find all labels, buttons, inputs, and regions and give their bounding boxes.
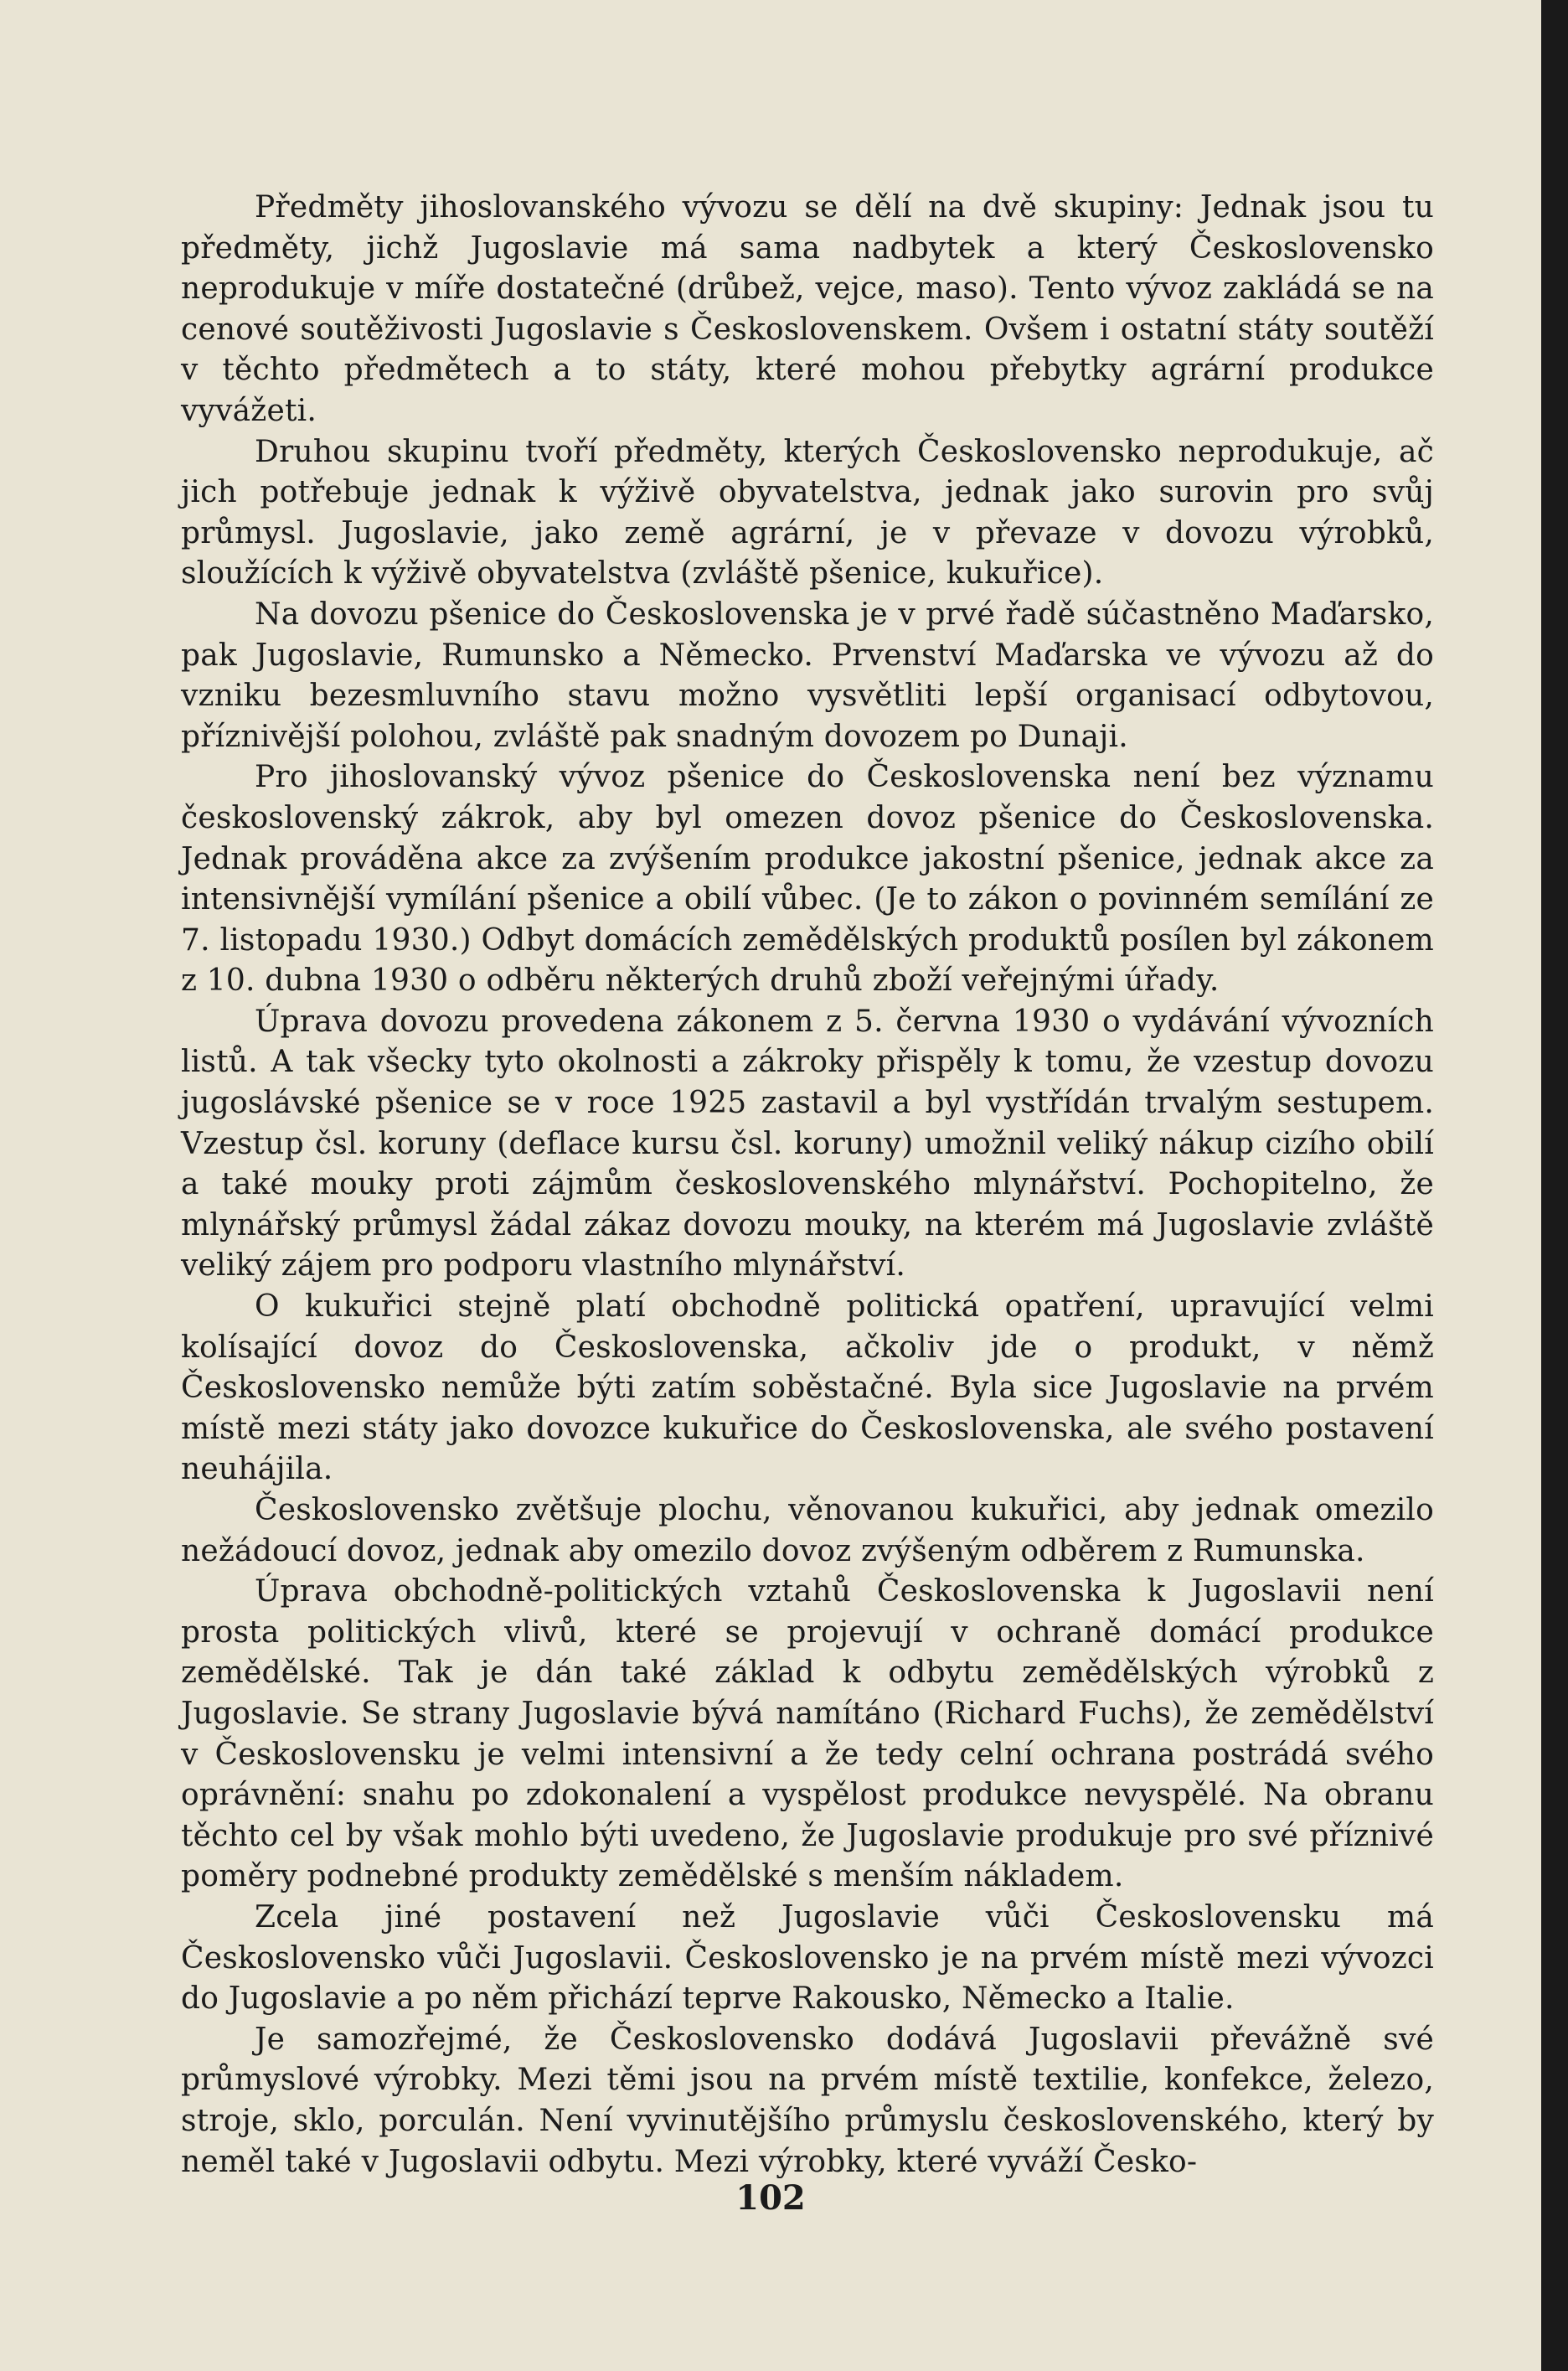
body-text <box>181 188 1434 2182</box>
paragraph-3: Na dovozu pšenice do Československa je v prvé řadě súčastněno Maďarsko, pak Jugoslavie, Rumunsko a Německo. Prvenství Maďarska ve vývozu až do vzniku bezesmluvního stavu možno vysvětliti lepší organisací odbytovou, příznivější polohou, zvláště pak snadným dovozem po Dunaji. <box>181 597 1434 754</box>
paragraph-2: Druhou skupinu tvoří předměty, kterých Československo neprodukuje, ač jich potřebuje jednak k výživě obyvatelstva, jednak jako surovin pro svůj průmysl. Jugoslavie, jako země agrární, je v převaze v dovozu výrobků, sloužících k výživě obyvatelstva (zvláště pšenice, kukuřice). <box>181 434 1434 591</box>
book-spine-edge <box>1541 0 1568 2371</box>
paragraph-9: Zcela jiné postavení než Jugoslavie vůči Československu má Československo vůči Jugoslavii. Československo je na prvém místě mezi vývozci do Jugoslavie a po něm přichází teprve Rakousko, Německo a Italie. <box>181 1899 1434 2017</box>
paragraph-10: Je samozřejmé, že Československo dodává Jugoslavii převážně své průmyslové výrobky. Mezi těmi jsou na prvém místě textilie, konfekce, železo, stroje, sklo, porculán. Není vyvinutějšího průmyslu československého, který by neměl také v Jugoslavii odbytu. Mezi výrobky, které vyváží Česko- <box>181 2022 1434 2179</box>
page-number: 102 <box>735 2178 806 2218</box>
paragraph-8: Úprava obchodně-politických vztahů Československa k Jugoslavii není prosta politických vlivů, které se projevují v ochraně domácí produkce zemědělské. Tak je dán také základ k odbytu zemědělských výrobků z Jugoslavie. Se strany Jugoslavie bývá namítáno (Richard Fuchs), že zemědělství v Československu je velmi intensivní a že tedy celní ochrana postrádá svého oprávnění: snahu po zdokonalení a vyspělost produkce nevyspělé. Na obranu těchto cel by však mohlo býti uvedeno, že Jugoslavie produkuje pro své příznivé poměry podnebné produkty zemědělské s menším nákladem. <box>181 1574 1434 1894</box>
paragraph-7: Československo zvětšuje plochu, věnovanou kukuřici, aby jednak omezilo nežádoucí dovoz, jednak aby omezilo dovoz zvýšeným odběrem z Rumunska. <box>181 1493 1434 1568</box>
paragraph-6: O kukuřici stejně platí obchodně politická opatření, upravující velmi kolísající dovoz do Československa, ačkoliv jde o produkt, v němž Československo nemůže býti zatím soběstačné. Byla sice Jugoslavie na prvém místě mezi státy jako dovozce kukuřice do Československa, ale svého postavení neuhájila. <box>181 1289 1434 1487</box>
paragraph-5: Úprava dovozu provedena zákonem z 5. června 1930 o vydávání vývozních listů. A tak všecky tyto okolnosti a zákroky přispěly k tomu, že vzestup dovozu jugoslávské pšenice se v roce 1925 zastavil a byl vystřídán trvalým sestupem. Vzestup čsl. koruny (deflace kursu čsl. koruny) umožnil veliký nákup cizího obilí a také mouky proti zájmům československého mlynářství. Pochopitelno, že mlynářský průmysl žádal zákaz dovozu mouky, na kterém má Jugoslavie zvláště veliký zájem pro podporu vlastního mlynářství. <box>181 1004 1434 1284</box>
paragraph-1: Předměty jihoslovanského vývozu se dělí na dvě skupiny: Jednak jsou tu předměty, jichž Jugoslavie má sama nadbytek a který Československo neprodukuje v míře dostatečné (drůbež, vejce, maso). Tento vývoz zakládá se na cenové soutěživosti Jugoslavie s Československem. Ovšem i ostatní státy soutěží v těchto předmětech a to státy, které mohou přebytky agrární produkce vyvážeti. <box>181 190 1434 428</box>
paragraph-4: Pro jihoslovanský vývoz pšenice do Československa není bez významu československý zákrok, aby byl omezen dovoz pšenice do Československa. Jednak prováděna akce za zvýšením produkce jakostní pšenice, jednak akce za intensivnější vymílání pšenice a obilí vůbec. (Je to zákon o povinném semílání ze 7. listopadu 1930.) Odbyt domácích zemědělských produktů posílen byl zákonem z 10. dubna 1930 o odběru některých druhů zboží veřejnými úřady. <box>181 760 1434 999</box>
